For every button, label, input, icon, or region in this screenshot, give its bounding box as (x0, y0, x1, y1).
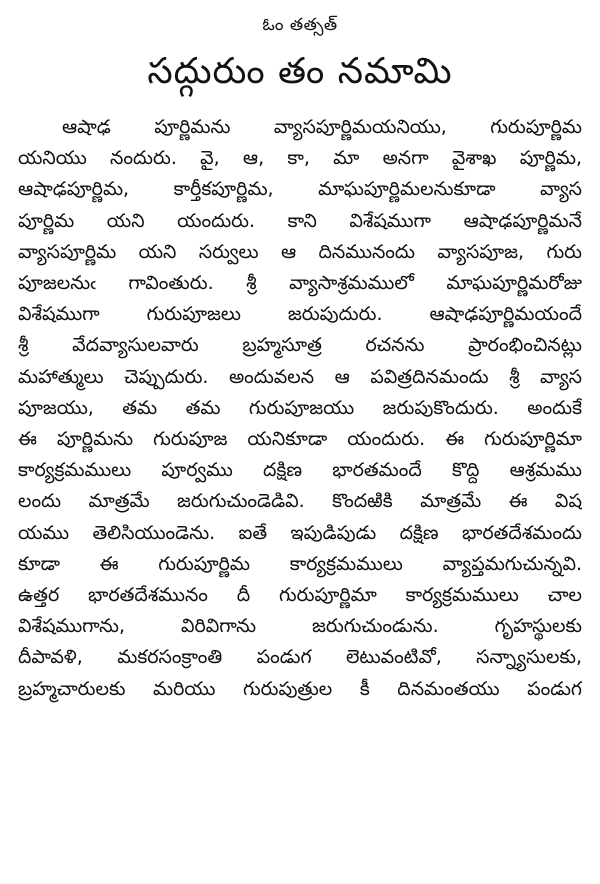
text-line: పూజలనుఁ గావింతురు. శ్రీ వ్యాసాశ్రమములో మాఘపూర్ణిమరోజు (18, 272, 582, 295)
invocation-heading: ఓం తత్సత్ (262, 15, 338, 35)
text-line: పూర్ణిమ యని యందురు. కాని విశేషముగా ఆషాఢపూర్ణిమనే (18, 209, 582, 232)
text-line: లందు మాత్రమే జరుగుచుండెడివి. కొందఱికి మాత్రమే ఈ విష (18, 490, 582, 513)
text-line: దీపావళి, మకరసంక్రాంతి పండుగ లెటువంటివో, సన్న్యాసులకు, (18, 646, 582, 669)
text-line: విశేషముగా గురుపూజలు జరుపుదురు. ఆషాఢపూర్ణిమయందే (18, 303, 582, 326)
text-line: వ్యాసపూర్ణిమ యని సర్వులు ఆ దినమునందు వ్యాసపూజ, గురు (18, 240, 582, 263)
text-line: యనియు నందురు. వై, ఆ, కా, మా అనగా వైశాఖ పూర్ణిమ, (18, 147, 582, 170)
text-line: ఈ పూర్ణిమను గురుపూజ యనికూడా యందురు. ఈ గురుపూర్ణిమా (18, 428, 582, 451)
text-line: యము తెలిసియుండెను. ఐతే ఇపుడిపుడు దక్షిణ భారతదేశమందు (18, 521, 582, 544)
text-line: శ్రీ వేదవ్యాసులవారు బ్రహ్మసూత్ర రచనను ప్రారంభించినట్లు (18, 334, 582, 357)
body-paragraph (18, 112, 582, 705)
text-line: ఆషాఢ పూర్ణిమను వ్యాసపూర్ణిమయనియు, గురుపూర్ణిమ (62, 116, 582, 138)
text-line: విశేషముగాను, విరివిగాను జరుగుచుండును. గృహస్థులకు (18, 615, 582, 638)
text-line: కూడా ఈ గురుపూర్ణిమ కార్యక్రమములు వ్యాప్తమగుచున్నవి. (18, 552, 582, 575)
text-line: ఆషాఢపూర్ణిమ, కార్తీకపూర్ణిమ, మాఘపూర్ణిమలనుకూడా వ్యాస (18, 178, 582, 201)
text-line: ఉత్తర భారతదేశమునం దీ గురుపూర్ణిమా కార్యక్రమములు చాల (18, 584, 582, 607)
text-line: బ్రహ్మచారులకు మరియు గురుపుత్రుల కీ దినమంతయు పండుగ (18, 677, 582, 700)
page-title: సద్గురుం తం నమామి (147, 51, 453, 92)
text-line: పూజయు, తమ తమ గురుపూజయు జరుపుకొందురు. అందుకే (18, 396, 582, 419)
text-line: కార్యక్రమములు పూర్వము దక్షిణ భారతమందే కొద్ది ఆశ్రమము (18, 459, 582, 482)
text-line: మహాత్ములు చెప్పుదురు. అందువలన ఆ పవిత్రదినమందు శ్రీ వ్యాస (18, 365, 582, 388)
